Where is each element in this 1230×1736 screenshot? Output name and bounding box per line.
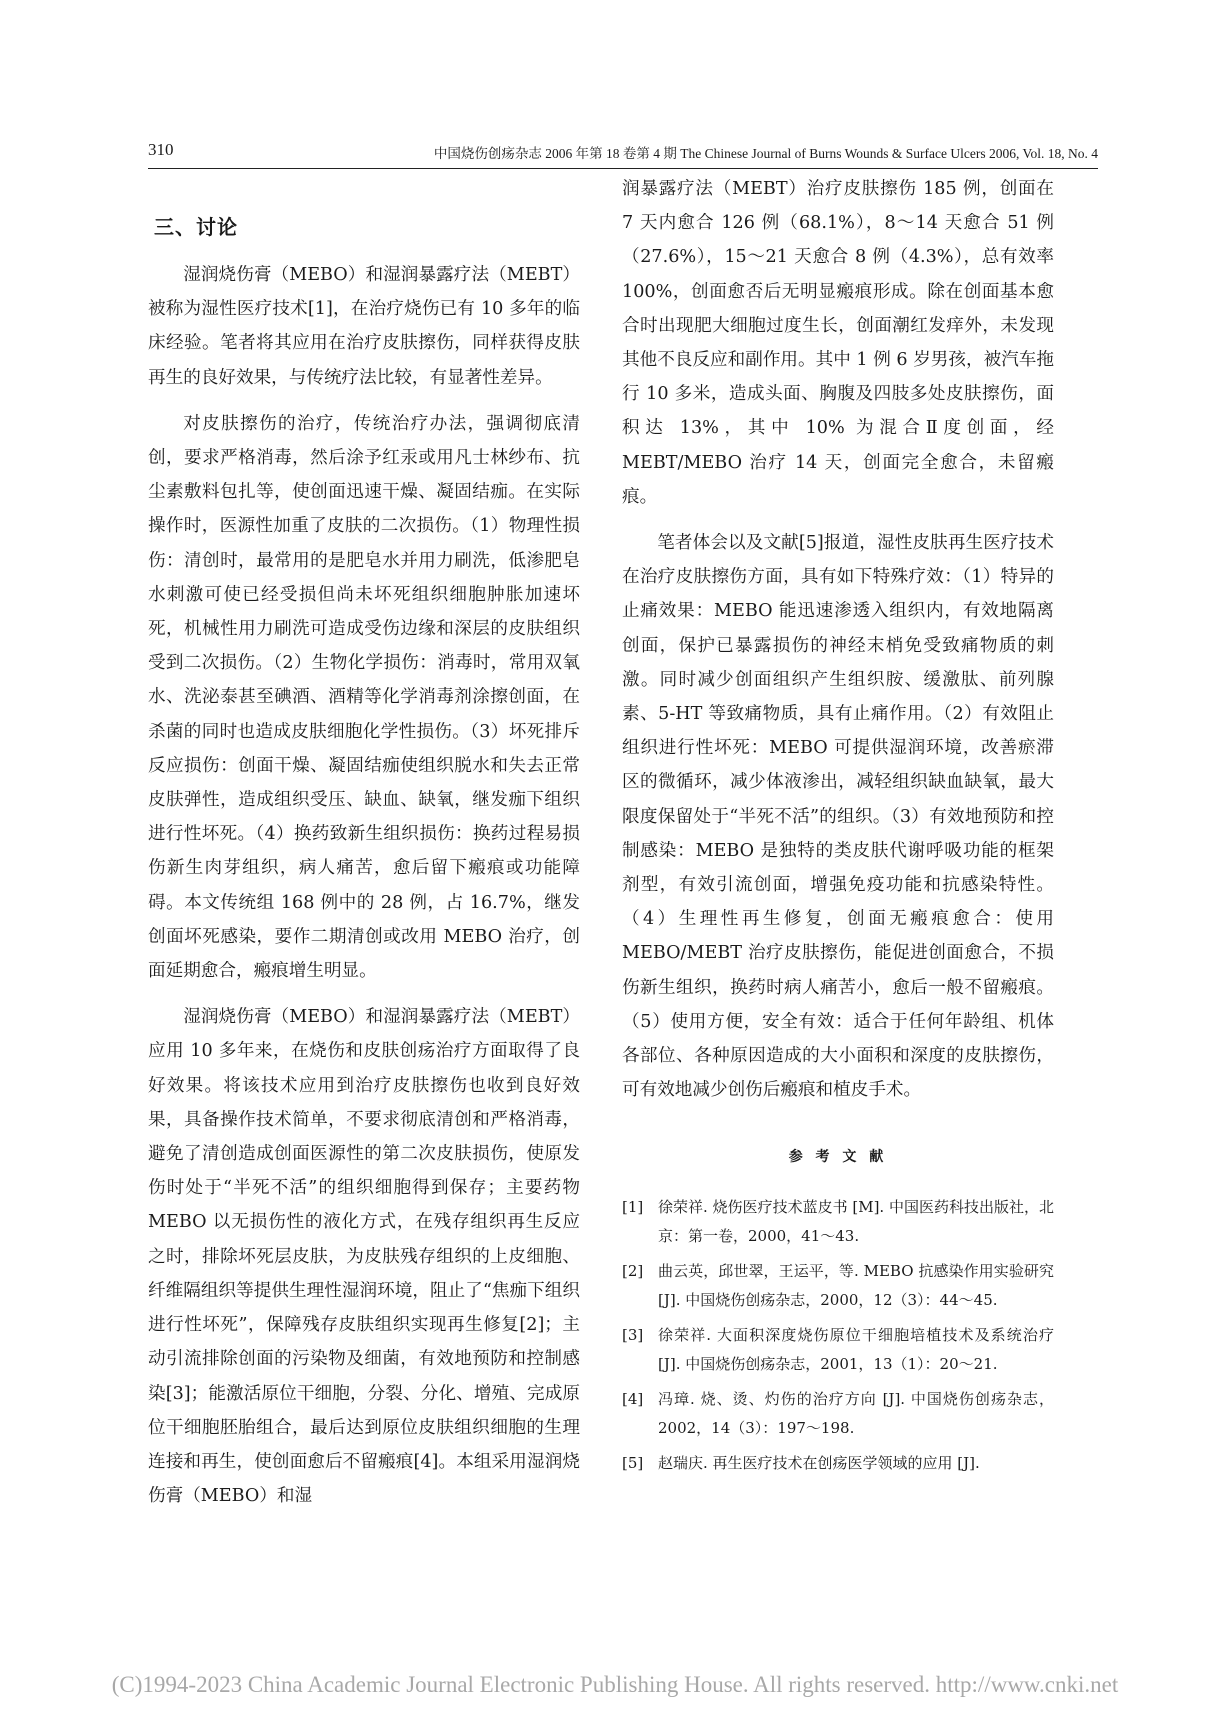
page-header (148, 140, 1098, 169)
reference-text: 曲云英，邱世翠，王运平，等. MEBO 抗感染作用实验研究 [J]. 中国烧伤创疡杂志，2000，12（3）：44～45. (658, 1262, 1054, 1310)
reference-text: 徐荣祥. 大面积深度烧伤原位干细胞培植技术及系统治疗 [J]. 中国烧伤创疡杂志，2001，13（1）：20～21. (658, 1326, 1054, 1374)
left-column (148, 210, 580, 1525)
right-column (622, 172, 1054, 1484)
page-number: 310 (148, 140, 174, 159)
reference-text: 赵瑞庆. 再生医疗技术在创疡医学领域的应用 [J]. (658, 1454, 980, 1473)
reference-item (622, 1321, 1054, 1379)
reference-text: 冯璋. 烧、烫、灼伤的治疗方向 [J]. 中国烧伤创疡杂志，2002，14（3）：197～198. (658, 1390, 1054, 1438)
reference-item (622, 1257, 1054, 1315)
references-title: 参 考 文 献 (788, 1149, 888, 1166)
paragraph: 湿润烧伤膏（MEBO）和湿润暴露疗法（MEBT）应用 10 多年来，在烧伤和皮肤创疡治疗方面取得了良好效果。将该技术应用到治疗皮肤擦伤也收到良好效果，具备操作技术简单，不要求彻底清创和严格消毒，避免了清创造成创面医源性的第二次皮肤损伤，使原发伤时处于“半死不活”的组织细胞得到保存；主要药物 MEBO 以无损伤性的液化方式，在残存组织再生反应之时，排除坏死层皮肤，为皮肤残存组织的上皮细胞、纤维隔组织等提供生理性湿润环境，阻止了“焦痂下组织进行性坏死”，保障残存皮肤组织实现再生修复[2]；主动引流排除创面的污染物及细菌，有效地预防和控制感染[3]；能激活原位干细胞，分裂、分化、增殖、完成原位干细胞胚胎组合，最后达到原位皮肤组织细胞的生理连接和再生，使创面愈后不留瘢痕[4]。本组采用湿润烧伤膏（MEBO）和湿 (148, 1007, 580, 1507)
reference-item (622, 1449, 1054, 1478)
reference-number: [5] (622, 1454, 644, 1473)
reference-number: [3] (622, 1326, 644, 1345)
reference-item (622, 1385, 1054, 1443)
reference-item (622, 1193, 1054, 1251)
paragraph: 对皮肤擦伤的治疗，传统治疗办法，强调彻底清创，要求严格消毒，然后涂予红汞或用凡士林纱布、抗尘素敷料包扎等，使创面迅速干燥、凝固结痂。在实际操作时，医源性加重了皮肤的二次损伤。（1）物理性损伤：清创时，最常用的是肥皂水并用力刷洗，低渗肥皂水刺激可使已经受损但尚未坏死组织细胞肿胀加速坏死，机械性用力刷洗可造成受伤边缘和深层的皮肤组织受到二次损伤。（2）生物化学损伤：消毒时，常用双氧水、洗泌泰甚至碘酒、酒精等化学消毒剂涂擦创面，在杀菌的同时也造成皮肤细胞化学性损伤。（3）坏死排斥反应损伤：创面干燥、凝固结痂使组织脱水和失去正常皮肤弹性，造成组织受压、缺血、缺氧，继发痂下组织进行性坏死。（4）换药致新生组织损伤：换药过程易损伤新生肉芽组织，病人痛苦，愈后留下瘢痕或功能障碍。本文传统组 168 例中的 28 例，占 16.7%，继发创面坏死感染，要作二期清创或改用 MEBO 治疗，创面延期愈合，瘢痕增生明显。 (148, 413, 580, 982)
paragraph: 湿润烧伤膏（MEBO）和湿润暴露疗法（MEBT）被称为湿性医疗技术[1]，在治疗烧伤已有 10 多年的临床经验。笔者将其应用在治疗皮肤擦伤，同样获得皮肤再生的良好效果，与传统疗法比较，有显著性差异。 (148, 265, 580, 388)
reference-number: [1] (622, 1198, 644, 1217)
reference-number: [2] (622, 1262, 644, 1281)
reference-text: 徐荣祥. 烧伤医疗技术蓝皮书 [M]. 中国医药科技出版社，北京：第一卷，2000，41～43. (658, 1198, 1054, 1246)
paragraph: 润暴露疗法（MEBT）治疗皮肤擦伤 185 例，创面在 7 天内愈合 126 例（68.1%），8～14 天愈合 51 例（27.6%），15～21 天愈合 8 例（4.3%），总有效率 100%，创面愈否后无明显瘢痕形成。除在创面基本愈合时出现肥大细胞过度生长，创面潮红发痒外，未发现其他不良反应和副作用。其中 1 例 6 岁男孩，被汽车拖行 10 多米，造成头面、胸腹及四肢多处皮肤擦伤，面积达 13%，其中 10% 为混合Ⅱ度创面，经 MEBT/MEBO 治疗 14 天，创面完全愈合，未留瘢痕。 (622, 179, 1054, 507)
copyright-footer: (C)1994-2023 China Academic Journal Electronic Publishing House. All rights reserved. http://www.cnki.net (111, 1672, 1119, 1697)
running-head: 中国烧伤创疡杂志 2006 年第 18 卷第 4 期 The Chinese Journal of Burns Wounds & Surface Ulcers 2006, Vol. 18, No. 4 (433, 146, 1098, 161)
reference-list (622, 1193, 1054, 1478)
paragraph: 笔者体会以及文献[5]报道，湿性皮肤再生医疗技术在治疗皮肤擦伤方面，具有如下特殊疗效：（1）特异的止痛效果：MEBO 能迅速渗透入组织内，有效地隔离创面，保护已暴露损伤的神经末梢免受致痛物质的刺激。同时减少创面组织产生组织胺、缓激肽、前列腺素、5-HT 等致痛物质，具有止痛作用。（2）有效阻止组织进行性坏死：MEBO 可提供湿润环境，改善瘀滞区的微循环，减少体液渗出，减轻组织缺血缺氧，最大限度保留处于“半死不活”的组织。（3）有效地预防和控制感染：MEBO 是独特的类皮肤代谢呼吸功能的框架剂型，有效引流创面，增强免疫功能和抗感染特性。（4）生理性再生修复，创面无瘢痕愈合：使用 MEBO/MEBT 治疗皮肤擦伤，能促进创面愈合，不损伤新生组织，换药时病人痛苦小，愈后一般不留瘢痕。（5）使用方便，安全有效：适合于任何年龄组、机体各部位、各种原因造成的大小面积和深度的皮肤擦伤，可有效地减少创伤后瘢痕和植皮手术。 (622, 533, 1054, 1101)
section-heading: 三、讨论 (154, 215, 238, 239)
reference-number: [4] (622, 1390, 644, 1409)
